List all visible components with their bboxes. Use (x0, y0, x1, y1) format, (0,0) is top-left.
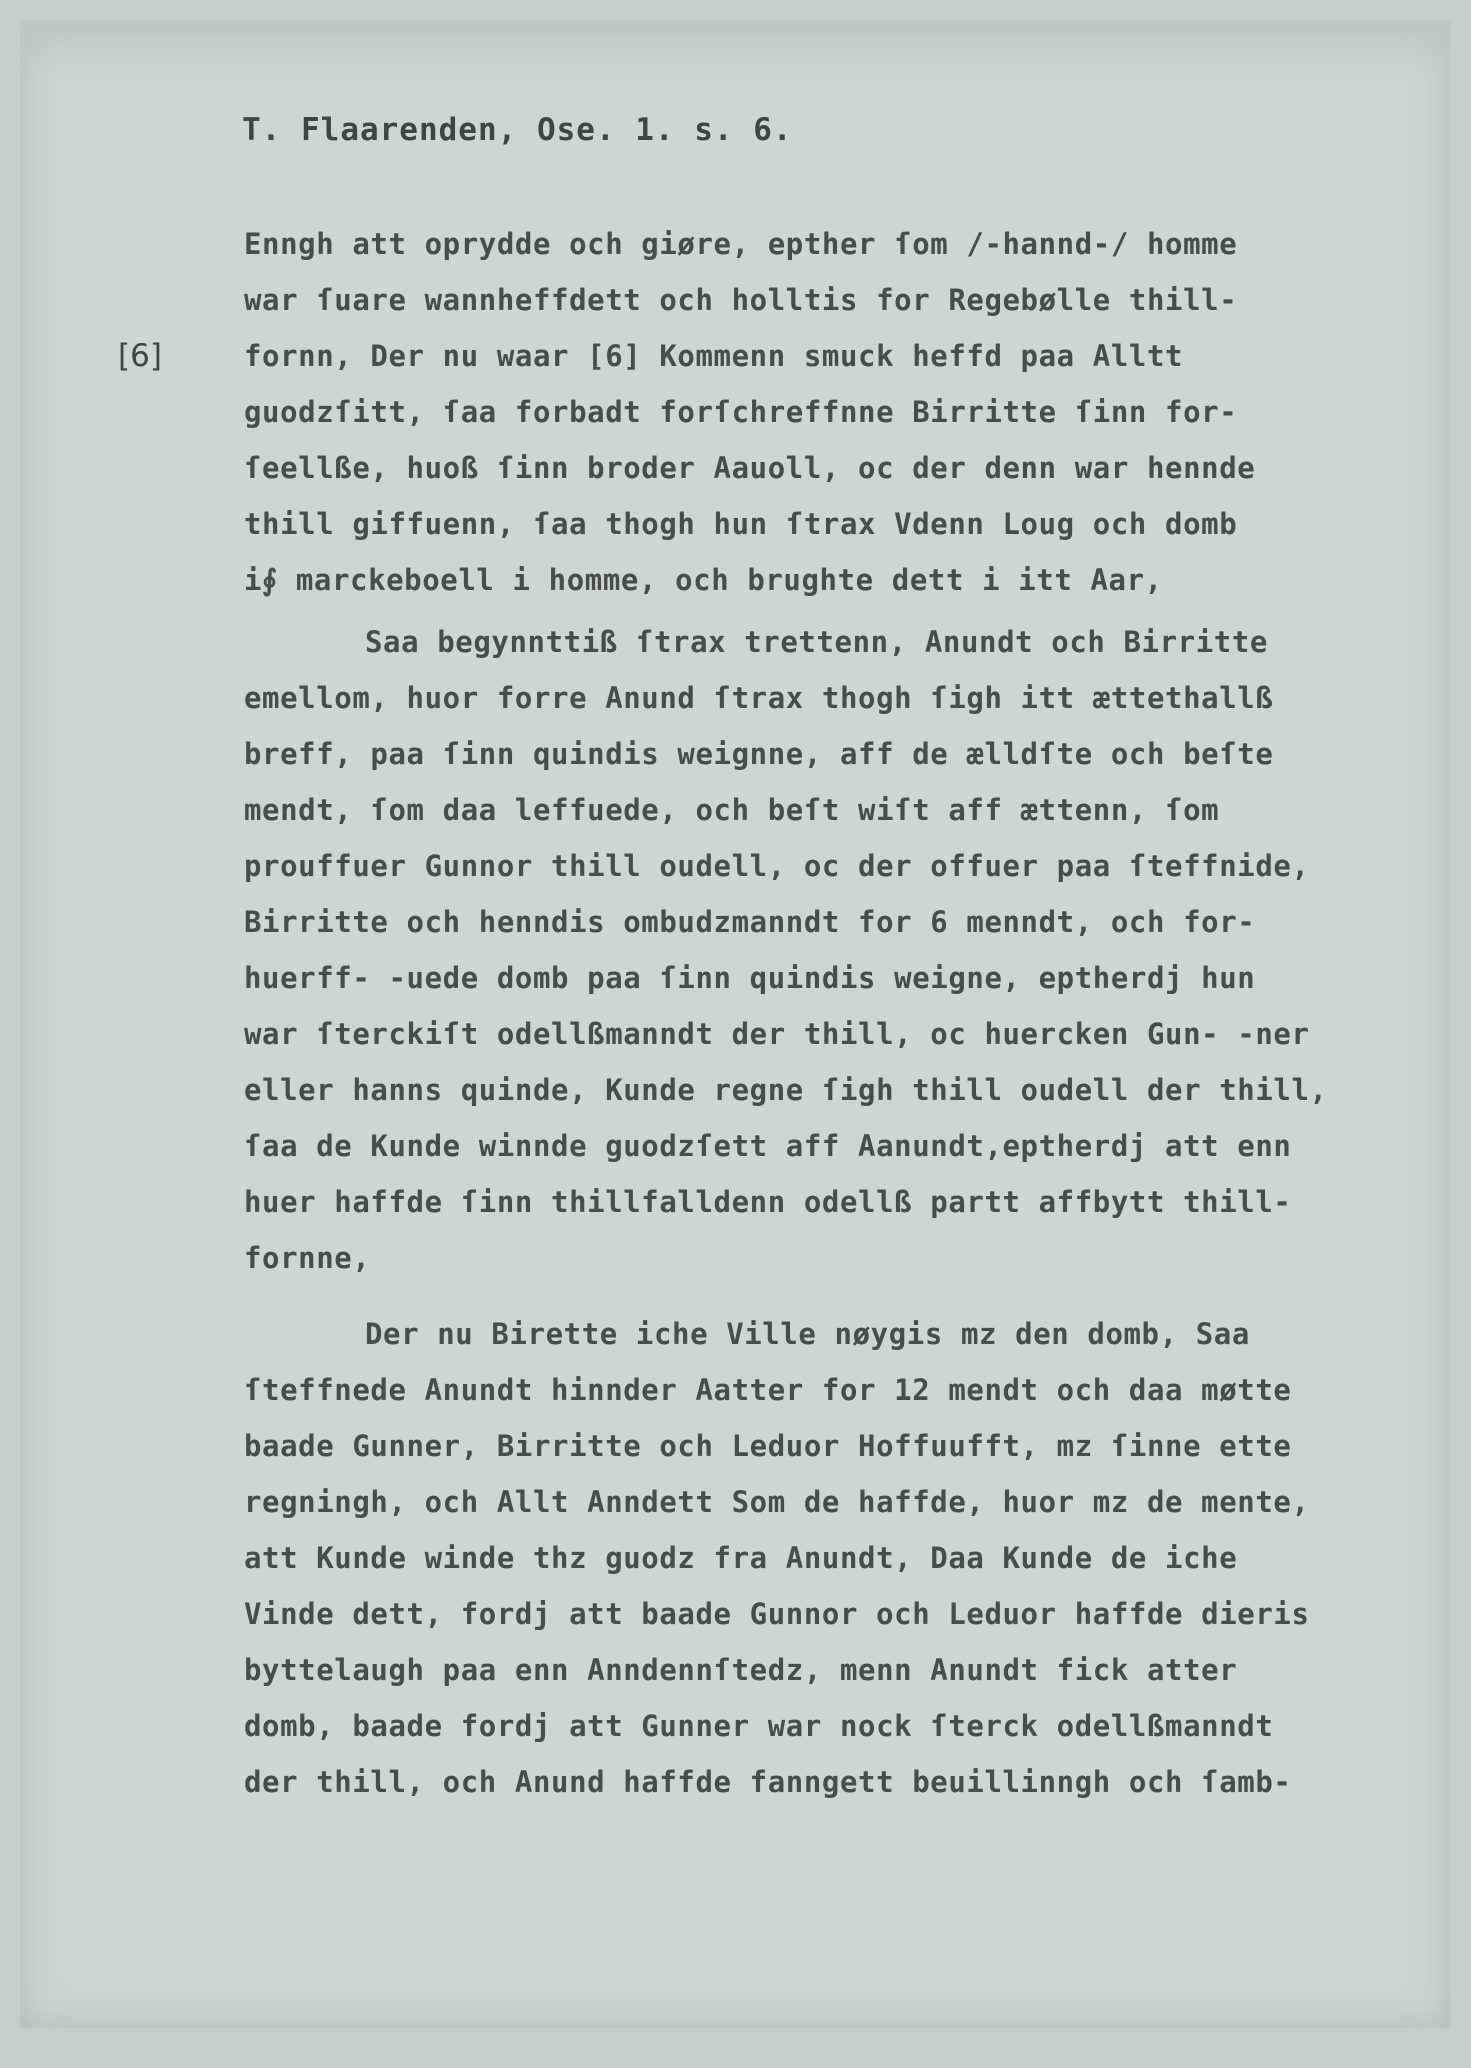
text-line: breff, paa ſinn quindis weignne, aff de ælldſte och beſte (244, 737, 1274, 771)
document-page (20, 20, 1451, 2028)
text-line: att Kunde winde thz guodz fra Anundt, Daa Kunde de iche (244, 1541, 1238, 1575)
text-line: ſteffnede Anundt hinnder Aatter for 12 mendt och daa møtte (244, 1373, 1292, 1407)
text-line: huer haffde ſinn thillfalldenn odellß partt affbytt thill- (244, 1185, 1292, 1219)
text-line: prouffuer Gunnor thill oudell, oc der offuer paa ſteffnide, (244, 849, 1310, 883)
text-line: guodzſitt, ſaa forbadt forſchreffnne Birritte ſinn for- (244, 395, 1238, 429)
text-line: Birritte och henndis ombudzmanndt for 6 menndt, och for- (244, 905, 1256, 939)
text-line: emellom, huor forre Anund ſtrax thogh ſigh itt ættethallß (244, 681, 1274, 715)
text-line: ſeellße, huoß ſinn broder Aauoll, oc der denn war hennde (244, 451, 1256, 485)
text-line: fornne, (244, 1241, 371, 1275)
text-line: der thill, och Anund haffde fanngett beuillinngh och ſamb- (244, 1765, 1292, 1799)
document-header: T. Flaarenden, Ose. 1. s. 6. (242, 112, 793, 148)
margin-note: [6] (118, 338, 162, 374)
text-line: Enngh att oprydde och giøre, epther ſom /-hannd-/ homme (244, 227, 1238, 261)
text-line: war ſterckiſt odellßmanndt der thill, oc huercken Gun- -ner (244, 1017, 1310, 1051)
text-line: Saa begynnttiß ſtrax trettenn, Anundt och Birritte (365, 625, 1268, 659)
page-edge-shadow (20, 20, 1451, 80)
text-line: domb, baade fordj att Gunner war nock ſterck odellßmanndt (244, 1709, 1274, 1743)
text-line: byttelaugh paa enn Anndennſtedz, menn Anundt fick atter (244, 1653, 1238, 1687)
text-line: baade Gunner, Birritte och Leduor Hoffuufft, mz ſinne ette (244, 1429, 1292, 1463)
text-line: i∮ marckeboell i homme, och brughte dett i itt Aar, (244, 563, 1163, 597)
text-line: huerff- -uede domb paa ſinn quindis weigne, eptherdj hun (244, 961, 1256, 995)
text-line: thill giffuenn, ſaa thogh hun ſtrax Vdenn Loug och domb (244, 507, 1238, 541)
text-line: eller hanns quinde, Kunde regne ſigh thill oudell der thill, (244, 1073, 1328, 1107)
text-line: Der nu Birette iche Ville nøygis mz den domb, Saa (365, 1317, 1250, 1351)
text-line: war ſuare wannheffdett och holltis for Regebølle thill- (244, 283, 1238, 317)
text-line: regningh, och Allt Anndett Som de haffde, huor mz de mente, (244, 1485, 1310, 1519)
text-line: fornn, Der nu waar [6] Kommenn smuck heffd paa Alltt (244, 339, 1184, 373)
text-line: Vinde dett, fordj att baade Gunnor och Leduor haffde dieris (244, 1597, 1310, 1631)
text-line: mendt, ſom daa leffuede, och beſt wiſt aff ættenn, ſom (244, 793, 1220, 827)
text-line: ſaa de Kunde winnde guodzſett aff Aanundt,eptherdj att enn (244, 1129, 1292, 1163)
